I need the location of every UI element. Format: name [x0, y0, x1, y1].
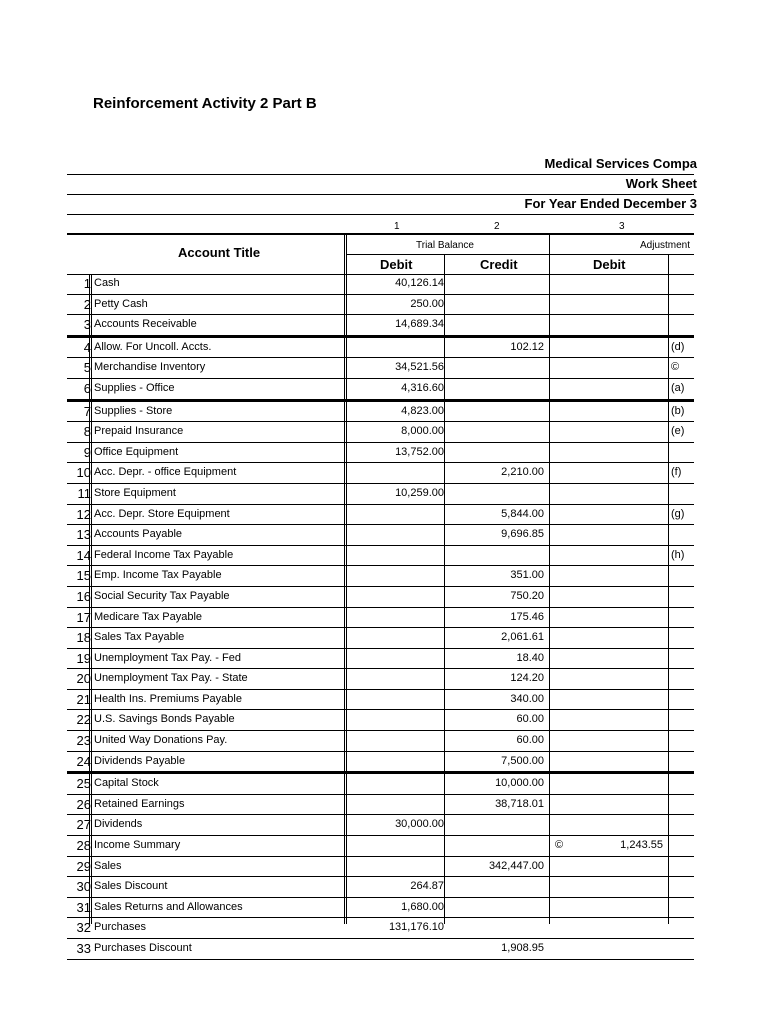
account-name: Emp. Income Tax Payable — [94, 569, 222, 582]
column-divider — [668, 255, 669, 274]
row-number: 22 — [76, 712, 91, 728]
row-number: 15 — [76, 568, 91, 584]
column-divider — [344, 275, 347, 924]
account-name: Unemployment Tax Pay. - Fed — [94, 651, 241, 664]
trial-credit-cell: 7,500.00 — [501, 754, 544, 767]
row-number: 27 — [76, 817, 91, 833]
adjustment-debit-cell: 1,243.55 — [620, 839, 663, 852]
trial-debit-cell: 40,126.14 — [395, 277, 444, 289]
column-divider — [444, 275, 445, 924]
row-number: 14 — [76, 547, 91, 563]
column-divider — [668, 275, 669, 924]
row-number: 26 — [76, 796, 91, 812]
table-row — [67, 463, 694, 484]
trial-debit-cell: 8,000.00 — [401, 425, 444, 438]
trial-debit-cell: 264.87 — [410, 880, 444, 893]
account-name: Medicare Tax Payable — [94, 610, 203, 623]
table-row — [67, 295, 694, 316]
row-number: 23 — [76, 733, 91, 749]
row-number: 25 — [76, 776, 91, 792]
table-row — [67, 710, 694, 731]
divider — [67, 174, 694, 175]
table-row — [67, 336, 694, 359]
table-row — [67, 358, 694, 379]
table-row — [67, 443, 694, 464]
account-name: Allow. For Uncoll. Accts. — [94, 340, 212, 353]
account-name: U.S. Savings Bonds Payable — [94, 713, 235, 726]
row-number: 16 — [76, 588, 91, 604]
adjustment-symbol: © — [555, 839, 564, 852]
table-row — [67, 608, 694, 629]
table-row — [67, 546, 694, 567]
table-row — [67, 939, 694, 960]
trial-credit-cell: 1,908.95 — [501, 942, 544, 954]
row-number: 18 — [76, 630, 91, 646]
account-name: Office Equipment — [94, 445, 179, 458]
trial-debit-cell: 4,823.00 — [401, 404, 444, 417]
table-row — [67, 857, 694, 878]
trial-debit-cell: 34,521.56 — [395, 361, 444, 374]
row-number: 2 — [83, 296, 91, 312]
column-number: 2 — [494, 221, 500, 232]
trial-debit-cell: 13,752.00 — [395, 445, 444, 458]
company-name: Medical Services Compa — [544, 156, 697, 171]
account-name: Income Summary — [94, 839, 181, 852]
trial-credit-cell: 342,447.00 — [488, 859, 544, 872]
table-row — [67, 587, 694, 608]
row-number: 24 — [76, 753, 91, 769]
table-row — [67, 898, 694, 919]
row-number: 28 — [76, 838, 91, 854]
adjustment-mark: (b) — [671, 404, 685, 417]
trial-debit-cell: 4,316.60 — [401, 381, 444, 394]
trial-credit-cell: 38,718.01 — [495, 797, 544, 810]
table-row — [67, 628, 694, 649]
table-row — [67, 274, 694, 295]
account-name: United Way Donations Pay. — [94, 734, 228, 747]
trial-credit-cell: 750.20 — [510, 589, 544, 602]
trial-credit-cell: 60.00 — [516, 713, 544, 726]
account-title-header: Account Title — [178, 245, 261, 260]
account-name: Sales — [94, 859, 122, 872]
account-name: Supplies - Office — [94, 381, 175, 394]
row-number: 4 — [83, 339, 91, 355]
trial-debit-cell: 10,259.00 — [395, 486, 444, 499]
account-name: Prepaid Insurance — [94, 425, 184, 438]
table-row — [67, 795, 694, 816]
account-name: Purchases — [94, 921, 146, 934]
account-name: Health Ins. Premiums Payable — [94, 692, 242, 705]
table-row — [67, 422, 694, 443]
account-name: Acc. Depr. - office Equipment — [94, 466, 237, 479]
trial-credit-cell: 2,210.00 — [501, 466, 544, 479]
account-name: Social Security Tax Payable — [94, 589, 230, 602]
account-name: Capital Stock — [94, 777, 159, 790]
account-name: Cash — [94, 277, 120, 289]
trial-credit-cell: 2,061.61 — [501, 631, 544, 644]
row-number: 12 — [76, 506, 91, 522]
account-name: Merchandise Inventory — [94, 361, 206, 374]
trial-credit-cell: 5,844.00 — [501, 507, 544, 520]
account-name: Sales Tax Payable — [94, 631, 185, 644]
trial-credit-cell: 124.20 — [510, 672, 544, 685]
account-name: Federal Income Tax Payable — [94, 548, 234, 561]
table-row — [67, 525, 694, 546]
table-row — [67, 484, 694, 505]
row-number: 30 — [76, 879, 91, 895]
account-name: Sales Discount — [94, 880, 168, 893]
row-number: 13 — [76, 527, 91, 543]
account-name: Purchases Discount — [94, 942, 192, 954]
account-name: Accounts Payable — [94, 528, 183, 541]
trial-credit-cell: 9,696.85 — [501, 528, 544, 541]
row-number: 8 — [83, 424, 91, 440]
column-divider — [549, 275, 550, 924]
divider — [67, 214, 694, 215]
divider — [347, 254, 694, 255]
row-number: 17 — [76, 609, 91, 625]
table-row — [67, 918, 694, 939]
column-number: 3 — [619, 221, 625, 232]
table-row — [67, 669, 694, 690]
trial-balance-header: Trial Balance — [416, 240, 474, 251]
credit-header: Credit — [480, 257, 518, 272]
row-number: 33 — [76, 941, 91, 956]
row-number: 19 — [76, 650, 91, 666]
row-number: 1 — [83, 276, 91, 291]
account-name: Store Equipment — [94, 486, 176, 499]
account-name: Dividends — [94, 818, 143, 831]
account-name: Petty Cash — [94, 297, 148, 310]
trial-credit-cell: 60.00 — [516, 734, 544, 747]
adjustment-mark: (g) — [671, 507, 685, 520]
column-divider — [444, 255, 445, 274]
row-number: 9 — [83, 444, 91, 460]
account-name: Acc. Depr. Store Equipment — [94, 507, 230, 520]
column-divider — [89, 275, 92, 924]
period-label: For Year Ended December 3 — [524, 196, 697, 211]
divider — [67, 194, 694, 195]
account-name: Retained Earnings — [94, 797, 185, 810]
table-row — [67, 649, 694, 670]
row-number: 6 — [83, 380, 91, 396]
trial-credit-cell: 340.00 — [510, 692, 544, 705]
trial-credit-cell: 10,000.00 — [495, 777, 544, 790]
trial-debit-cell: 131,176.10 — [388, 921, 444, 934]
table-row — [67, 877, 694, 898]
debit-header: Debit — [380, 257, 413, 272]
table-row — [67, 400, 694, 423]
table-row — [67, 379, 694, 400]
row-number: 5 — [83, 360, 91, 376]
row-number: 10 — [76, 465, 91, 481]
adjustment-mark: (d) — [671, 340, 685, 353]
trial-debit-cell: 250.00 — [410, 297, 444, 310]
trial-credit-cell: 175.46 — [510, 610, 544, 623]
table-row — [67, 815, 694, 836]
adjustment-mark: (a) — [671, 381, 685, 394]
row-number: 21 — [76, 691, 91, 707]
trial-credit-cell: 18.40 — [516, 651, 544, 664]
adjustments-header: Adjustment — [640, 240, 691, 251]
trial-debit-cell: 1,680.00 — [401, 900, 444, 913]
header-rule — [67, 233, 694, 235]
account-name: Supplies - Store — [94, 404, 173, 417]
page-title: Reinforcement Activity 2 Part B — [93, 95, 317, 112]
column-number: 1 — [394, 221, 400, 232]
adj-debit-header: Debit — [593, 257, 626, 272]
trial-credit-cell: 351.00 — [510, 569, 544, 582]
account-name: Dividends Payable — [94, 754, 186, 767]
adjustment-mark: © — [671, 361, 680, 374]
account-name: Accounts Receivable — [94, 318, 197, 331]
account-name: Unemployment Tax Pay. - State — [94, 672, 248, 685]
trial-debit-cell: 14,689.34 — [395, 318, 444, 331]
table-row — [67, 505, 694, 526]
table-row — [67, 772, 694, 795]
adjustment-mark: (h) — [671, 548, 685, 561]
table-row — [67, 315, 694, 336]
row-number: 32 — [76, 920, 91, 936]
trial-debit-cell: 30,000.00 — [395, 818, 444, 831]
table-row — [67, 690, 694, 711]
table-row — [67, 836, 694, 857]
row-number: 29 — [76, 858, 91, 874]
row-number: 7 — [83, 403, 91, 419]
table-row — [67, 752, 694, 773]
row-number: 3 — [83, 317, 91, 333]
account-name: Sales Returns and Allowances — [94, 900, 243, 913]
row-number: 31 — [76, 899, 91, 915]
table-row — [67, 566, 694, 587]
adjustment-mark: (e) — [671, 425, 685, 438]
row-number: 11 — [77, 485, 91, 501]
document-name: Work Sheet — [625, 176, 697, 191]
adjustment-mark: (f) — [671, 466, 682, 479]
trial-credit-cell: 102.12 — [510, 340, 544, 353]
worksheet-rows — [67, 274, 694, 960]
table-row — [67, 731, 694, 752]
row-number: 20 — [76, 671, 91, 687]
